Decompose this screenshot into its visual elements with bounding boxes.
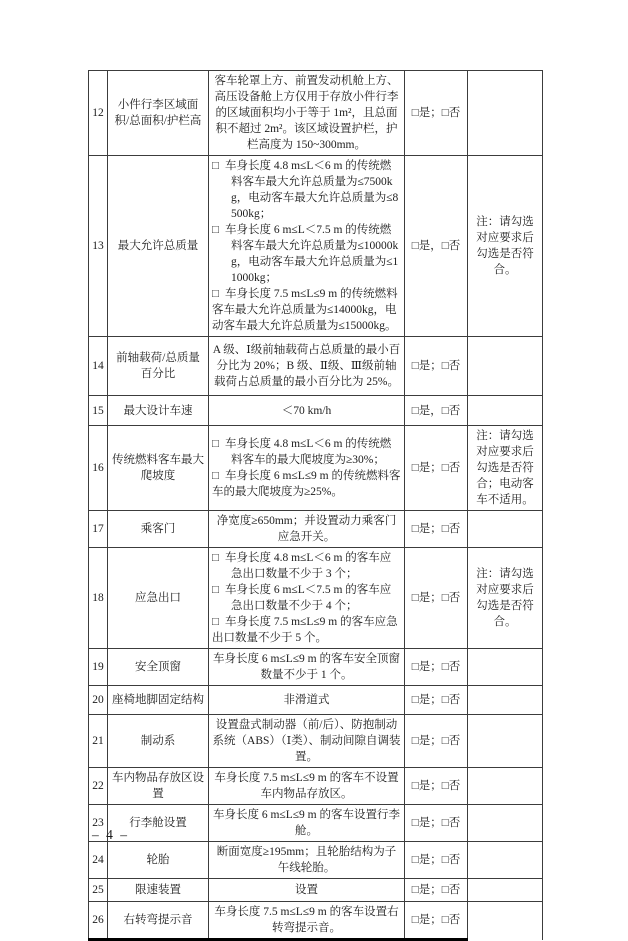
yes-no-separator: ； <box>430 523 442 535</box>
requirement-text: 净宽度≥650mm；并设置动力乘客门应急开关。 <box>209 511 405 548</box>
item-name: 右转弯提示音 <box>108 902 209 940</box>
item-name: 小件行李区域面积/总面积/护栏高 <box>108 71 209 156</box>
yes-no-cell <box>405 511 468 548</box>
yes-label: 是 <box>418 914 431 926</box>
option-checkbox-icon: □ <box>212 584 219 596</box>
yes-no-separator: ， <box>430 404 442 417</box>
no-checkbox-icon: □ <box>441 817 449 829</box>
requirement-text: 设置盘式制动器（前/后）、防抱制动系统（ABS）（Ⅰ类）、制动间隙自调装置。 <box>209 715 405 768</box>
yes-checkbox-icon: □ <box>411 817 419 829</box>
table-row <box>89 842 543 879</box>
no-label: 否 <box>448 240 461 252</box>
yes-checkbox-icon: □ <box>411 661 419 673</box>
row-number: 22 <box>89 768 108 805</box>
no-label: 否 <box>448 854 461 866</box>
item-name: 前轴载荷/总质量百分比 <box>108 337 209 396</box>
yes-checkbox-icon: □ <box>411 592 419 604</box>
no-checkbox-icon: □ <box>441 694 449 706</box>
yes-no-separator: ； <box>430 817 442 829</box>
yes-no-cell <box>405 686 468 715</box>
note-text <box>468 337 543 396</box>
no-label: 否 <box>448 694 461 706</box>
note-text <box>468 768 543 805</box>
yes-no-cell <box>405 768 468 805</box>
yes-no-separator: ； <box>430 914 442 926</box>
yes-no-separator: ； <box>430 780 442 792</box>
table-row <box>89 511 543 548</box>
table-row <box>89 71 543 156</box>
note-text <box>468 649 543 686</box>
requirement-text: 车身长度 6 m≤L≤9 m 的客车设置行李舱。 <box>209 805 405 842</box>
table-row <box>89 156 543 337</box>
requirement-option: □ 车身长度 7.5 m≤L≤9 m 的传统燃料客车最大允许总质量为≤14000kg，电动客车最大允许总质量为≤15000kg。 <box>212 288 398 332</box>
note-text <box>468 842 543 879</box>
no-label: 否 <box>448 107 461 119</box>
yes-no-cell <box>405 396 468 426</box>
yes-no-cell <box>405 71 468 156</box>
yes-checkbox-icon: □ <box>411 240 419 252</box>
requirement-text <box>209 548 405 649</box>
requirement-text: A 级、Ⅰ级前轴载荷占总质量的最小百分比为 20%；B 级、Ⅱ级、Ⅲ级前轴载荷占总质量的最小百分比为 25%。 <box>209 337 405 396</box>
yes-label: 是 <box>418 884 431 896</box>
yes-label: 是 <box>418 694 431 706</box>
row-number: 17 <box>89 511 108 548</box>
no-label: 否 <box>448 523 461 535</box>
no-checkbox-icon: □ <box>441 462 449 474</box>
yes-no-cell <box>405 156 468 337</box>
no-label: 否 <box>448 780 461 792</box>
item-name: 传统燃料客车最大爬坡度 <box>108 426 209 511</box>
yes-checkbox-icon: □ <box>411 107 419 119</box>
requirement-text: 车身长度 7.5 m≤L≤9 m 的客车设置右转弯提示音。 <box>209 902 405 940</box>
requirement-option: □ 车身长度 4.8 m≤L＜6 m 的传统燃料客车最大允许总质量为≤7500kg，电动客车最大允许总质量为≤8500kg； <box>212 160 399 220</box>
row-number: 24 <box>89 842 108 879</box>
row-number: 15 <box>89 396 108 426</box>
yes-no-cell <box>405 715 468 768</box>
requirement-option: □ 车身长度 4.8 m≤L＜6 m 的客车应急出口数量不少于 3 个； <box>212 552 392 580</box>
table-row <box>89 649 543 686</box>
no-checkbox-icon: □ <box>441 914 449 926</box>
yes-no-cell <box>405 337 468 396</box>
requirement-text: 断面宽度≥195mm；且轮胎结构为子午线轮胎。 <box>209 842 405 879</box>
yes-no-cell <box>405 902 468 940</box>
table-row <box>89 879 543 902</box>
row-number: 16 <box>89 426 108 511</box>
note-text: 注：请勾选对应要求后勾选是否符合；电动客车不适用。 <box>468 426 543 511</box>
checklist-table-body <box>89 71 543 940</box>
no-label: 否 <box>448 817 461 829</box>
row-number: 18 <box>89 548 108 649</box>
option-checkbox-icon: □ <box>212 552 219 564</box>
note-text <box>468 715 543 768</box>
option-checkbox-icon: □ <box>212 224 219 236</box>
no-checkbox-icon: □ <box>441 854 449 866</box>
row-number: 13 <box>89 156 108 337</box>
yes-no-cell <box>405 548 468 649</box>
requirement-text <box>209 426 405 511</box>
no-checkbox-icon: □ <box>441 735 449 747</box>
checklist-table <box>88 70 543 941</box>
item-name: 行李舱设置 <box>108 805 209 842</box>
no-label: 否 <box>448 404 461 417</box>
no-label: 否 <box>448 360 461 372</box>
note-text <box>468 686 543 715</box>
item-name: 车内物品存放区设置 <box>108 768 209 805</box>
row-number: 21 <box>89 715 108 768</box>
table-row <box>89 396 543 426</box>
no-label: 否 <box>448 462 461 474</box>
requirement-option: □ 车身长度 7.5 m≤L≤9 m 的客车应急出口数量不少于 5 个。 <box>212 616 398 644</box>
no-label: 否 <box>448 661 461 673</box>
row-number: 23 <box>89 805 108 842</box>
yes-label: 是 <box>418 661 431 673</box>
item-name: 座椅地脚固定结构 <box>108 686 209 715</box>
no-checkbox-icon: □ <box>441 780 449 792</box>
note-text <box>468 71 543 156</box>
no-label: 否 <box>448 884 461 896</box>
yes-no-separator: ； <box>430 661 442 673</box>
yes-checkbox-icon: □ <box>411 884 419 896</box>
requirement-text: ＜70 km/h <box>209 396 405 426</box>
table-row <box>89 768 543 805</box>
no-label: 否 <box>448 914 461 926</box>
item-name: 乘客门 <box>108 511 209 548</box>
requirement-text: 设置 <box>209 879 405 902</box>
yes-checkbox-icon: □ <box>411 735 419 747</box>
requirement-option: □ 车身长度 6 m≤L＜7.5 m 的传统燃料客车最大允许总质量为≤10000kg，电动客车最大允许总质量为≤11000kg； <box>212 224 399 284</box>
row-number: 12 <box>89 71 108 156</box>
yes-checkbox-icon: □ <box>411 404 419 417</box>
yes-no-cell <box>405 426 468 511</box>
no-label: 否 <box>448 592 461 604</box>
table-row <box>89 337 543 396</box>
requirement-text <box>209 156 405 337</box>
yes-no-separator: ； <box>430 884 442 896</box>
no-checkbox-icon: □ <box>441 360 449 372</box>
table-row <box>89 686 543 715</box>
yes-checkbox-icon: □ <box>411 694 419 706</box>
requirement-text: 非滑道式 <box>209 686 405 715</box>
yes-label: 是 <box>418 404 431 417</box>
row-number: 26 <box>89 902 108 940</box>
page-number: – 4 – <box>92 827 129 842</box>
no-checkbox-icon: □ <box>441 884 449 896</box>
yes-no-cell <box>405 879 468 902</box>
yes-no-separator: ； <box>430 694 442 706</box>
option-checkbox-icon: □ <box>212 616 219 628</box>
yes-no-separator: ； <box>430 360 442 372</box>
option-checkbox-icon: □ <box>212 288 219 300</box>
yes-label: 是 <box>418 360 431 372</box>
yes-no-cell <box>405 649 468 686</box>
yes-no-separator: ； <box>430 854 442 866</box>
no-checkbox-icon: □ <box>441 107 449 119</box>
item-name: 应急出口 <box>108 548 209 649</box>
yes-no-separator: ， <box>430 240 442 252</box>
yes-label: 是 <box>418 523 431 535</box>
no-checkbox-icon: □ <box>441 240 449 252</box>
requirement-text: 客车轮罩上方、前置发动机舱上方、高压设备舱上方仅用于存放小件行李的区域面积均小于等于 1m²，且总面积不超过 2m²。该区域设置护栏，护栏高度为 150~300mm。 <box>209 71 405 156</box>
yes-label: 是 <box>418 854 431 866</box>
row-number: 19 <box>89 649 108 686</box>
yes-label: 是 <box>418 780 431 792</box>
yes-no-separator: ； <box>430 107 442 119</box>
row-number: 20 <box>89 686 108 715</box>
requirement-option: □ 车身长度 4.8 m≤L＜6 m 的传统燃料客车的最大爬坡度为≥30%； <box>212 438 392 466</box>
table-row <box>89 805 543 842</box>
yes-checkbox-icon: □ <box>411 780 419 792</box>
yes-checkbox-icon: □ <box>411 360 419 372</box>
note-text: 注：请勾选对应要求后勾选是否符合。 <box>468 156 543 337</box>
yes-no-cell <box>405 842 468 879</box>
item-name: 最大设计车速 <box>108 396 209 426</box>
yes-label: 是 <box>418 240 431 252</box>
yes-checkbox-icon: □ <box>411 523 419 535</box>
yes-label: 是 <box>418 735 431 747</box>
item-name: 最大允许总质量 <box>108 156 209 337</box>
option-checkbox-icon: □ <box>212 470 219 482</box>
yes-no-separator: ； <box>430 592 442 604</box>
no-checkbox-icon: □ <box>441 661 449 673</box>
yes-label: 是 <box>418 107 431 119</box>
table-row <box>89 902 543 940</box>
requirement-option: □ 车身长度 6 m≤L＜7.5 m 的客车应急出口数量不少于 4 个； <box>212 584 392 612</box>
yes-no-separator: ； <box>430 735 442 747</box>
option-checkbox-icon: □ <box>212 438 219 450</box>
yes-no-separator: ； <box>430 462 442 474</box>
table-row <box>89 715 543 768</box>
yes-no-cell <box>405 805 468 842</box>
item-name: 限速装置 <box>108 879 209 902</box>
yes-label: 是 <box>418 592 431 604</box>
note-text <box>468 879 543 902</box>
yes-checkbox-icon: □ <box>411 914 419 926</box>
requirement-text: 车身长度 6 m≤L≤9 m 的客车安全顶窗数量不少于 1 个。 <box>209 649 405 686</box>
requirement-text: 车身长度 7.5 m≤L≤9 m 的客车不设置车内物品存放区。 <box>209 768 405 805</box>
no-checkbox-icon: □ <box>441 404 449 417</box>
row-number: 14 <box>89 337 108 396</box>
note-text <box>468 805 543 842</box>
no-label: 否 <box>448 735 461 747</box>
option-checkbox-icon: □ <box>212 160 219 172</box>
yes-checkbox-icon: □ <box>411 462 419 474</box>
table-row <box>89 548 543 649</box>
item-name: 安全顶窗 <box>108 649 209 686</box>
requirement-option: □ 车身长度 6 m≤L≤9 m 的传统燃料客车的最大爬坡度为≥25%。 <box>212 470 401 498</box>
no-checkbox-icon: □ <box>441 592 449 604</box>
yes-label: 是 <box>418 462 431 474</box>
item-name: 轮胎 <box>108 842 209 879</box>
row-number: 25 <box>89 879 108 902</box>
yes-checkbox-icon: □ <box>411 854 419 866</box>
item-name: 制动系 <box>108 715 209 768</box>
table-row <box>89 426 543 511</box>
note-text: 注：请勾选对应要求后勾选是否符合。 <box>468 548 543 649</box>
note-text <box>468 902 543 940</box>
yes-label: 是 <box>418 817 431 829</box>
note-text <box>468 396 543 426</box>
note-text <box>468 511 543 548</box>
no-checkbox-icon: □ <box>441 523 449 535</box>
